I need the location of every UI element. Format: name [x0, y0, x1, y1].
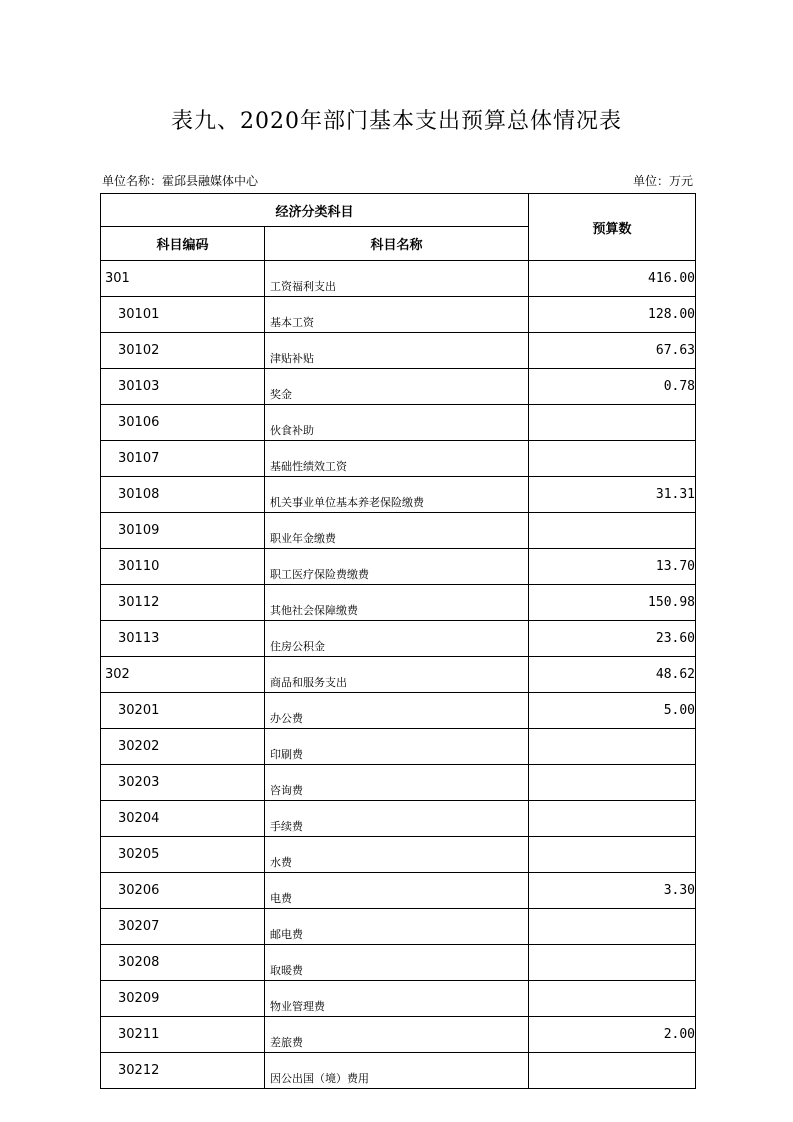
budget-amount-cell	[529, 441, 696, 477]
table-row	[101, 801, 696, 837]
item-code-cell: 30107	[101, 441, 265, 477]
table-row	[101, 621, 696, 657]
table-row	[101, 729, 696, 765]
budget-amount-cell: 5.00	[529, 693, 696, 729]
item-name-cell: 办公费	[265, 693, 529, 729]
item-code-cell: 30212	[101, 1053, 265, 1089]
table-row	[101, 297, 696, 333]
budget-amount-cell: 416.00	[529, 261, 696, 297]
item-code-cell: 301	[101, 261, 265, 297]
item-name-cell: 商品和服务支出	[265, 657, 529, 693]
item-name-cell: 职工医疗保险费缴费	[265, 549, 529, 585]
header-item-code: 科目编码	[101, 227, 265, 261]
item-code-cell: 30109	[101, 513, 265, 549]
table-row	[101, 909, 696, 945]
item-name-cell: 职业年金缴费	[265, 513, 529, 549]
currency-unit-label: 单位：万元	[632, 174, 693, 188]
table-row	[101, 837, 696, 873]
table-row	[101, 873, 696, 909]
item-code-cell: 30201	[101, 693, 265, 729]
item-code-cell: 30206	[101, 873, 265, 909]
item-name-cell: 基本工资	[265, 297, 529, 333]
budget-amount-cell: 150.98	[529, 585, 696, 621]
item-name-cell: 住房公积金	[265, 621, 529, 657]
item-name-cell: 印刷费	[265, 729, 529, 765]
budget-amount-cell	[529, 765, 696, 801]
item-code-cell: 30207	[101, 909, 265, 945]
table-row	[101, 477, 696, 513]
item-name-cell: 机关事业单位基本养老保险缴费	[265, 477, 529, 513]
budget-amount-cell: 3.30	[529, 873, 696, 909]
item-name-cell: 咨询费	[265, 765, 529, 801]
item-code-cell: 30203	[101, 765, 265, 801]
table-row	[101, 369, 696, 405]
item-code-cell: 30205	[101, 837, 265, 873]
item-name-cell: 水费	[265, 837, 529, 873]
budget-amount-cell: 0.78	[529, 369, 696, 405]
budget-amount-cell	[529, 1053, 696, 1089]
item-name-cell: 手续费	[265, 801, 529, 837]
unit-name-label: 单位名称：霍邱县融媒体中心	[102, 174, 259, 188]
budget-amount-cell	[529, 945, 696, 981]
budget-amount-cell: 2.00	[529, 1017, 696, 1053]
budget-amount-cell: 128.00	[529, 297, 696, 333]
budget-amount-cell	[529, 405, 696, 441]
header-row-group	[101, 194, 696, 227]
budget-amount-cell	[529, 513, 696, 549]
item-code-cell: 30102	[101, 333, 265, 369]
budget-amount-cell: 31.31	[529, 477, 696, 513]
item-name-cell: 邮电费	[265, 909, 529, 945]
item-code-cell: 30202	[101, 729, 265, 765]
item-code-cell: 30103	[101, 369, 265, 405]
table-row	[101, 765, 696, 801]
item-code-cell: 30113	[101, 621, 265, 657]
table-row	[101, 441, 696, 477]
item-name-cell: 取暖费	[265, 945, 529, 981]
budget-table	[100, 193, 696, 1089]
table-row	[101, 513, 696, 549]
table-row	[101, 549, 696, 585]
item-name-cell: 工资福利支出	[265, 261, 529, 297]
item-code-cell: 30204	[101, 801, 265, 837]
table-row	[101, 333, 696, 369]
budget-amount-cell: 48.62	[529, 657, 696, 693]
item-code-cell: 30106	[101, 405, 265, 441]
item-code-cell: 30209	[101, 981, 265, 1017]
budget-amount-cell: 67.63	[529, 333, 696, 369]
item-code-cell: 302	[101, 657, 265, 693]
table-row	[101, 1053, 696, 1089]
page-title: 表九、2020年部门基本支出预算总体情况表	[171, 109, 622, 134]
item-name-cell: 差旅费	[265, 1017, 529, 1053]
header-item-name: 科目名称	[265, 227, 529, 261]
budget-amount-cell: 23.60	[529, 621, 696, 657]
table-row	[101, 405, 696, 441]
table-row	[101, 261, 696, 297]
item-code-cell: 30112	[101, 585, 265, 621]
budget-amount-cell: 13.70	[529, 549, 696, 585]
table-row	[101, 945, 696, 981]
item-name-cell: 伙食补助	[265, 405, 529, 441]
item-name-cell: 因公出国（境）费用	[265, 1053, 529, 1089]
table-row	[101, 981, 696, 1017]
table-row	[101, 1017, 696, 1053]
item-name-cell: 基础性绩效工资	[265, 441, 529, 477]
item-name-cell: 其他社会保障缴费	[265, 585, 529, 621]
item-name-cell: 津贴补贴	[265, 333, 529, 369]
header-economic-category: 经济分类科目	[101, 194, 529, 227]
item-name-cell: 物业管理费	[265, 981, 529, 1017]
item-name-cell: 电费	[265, 873, 529, 909]
budget-amount-cell	[529, 729, 696, 765]
budget-amount-cell	[529, 837, 696, 873]
table-row	[101, 657, 696, 693]
table-row	[101, 585, 696, 621]
table-row	[101, 693, 696, 729]
item-code-cell: 30208	[101, 945, 265, 981]
budget-amount-cell	[529, 981, 696, 1017]
budget-amount-cell	[529, 909, 696, 945]
item-code-cell: 30110	[101, 549, 265, 585]
budget-amount-cell	[529, 801, 696, 837]
header-budget-amount: 预算数	[529, 194, 696, 261]
item-code-cell: 30211	[101, 1017, 265, 1053]
item-code-cell: 30101	[101, 297, 265, 333]
item-code-cell: 30108	[101, 477, 265, 513]
item-name-cell: 奖金	[265, 369, 529, 405]
